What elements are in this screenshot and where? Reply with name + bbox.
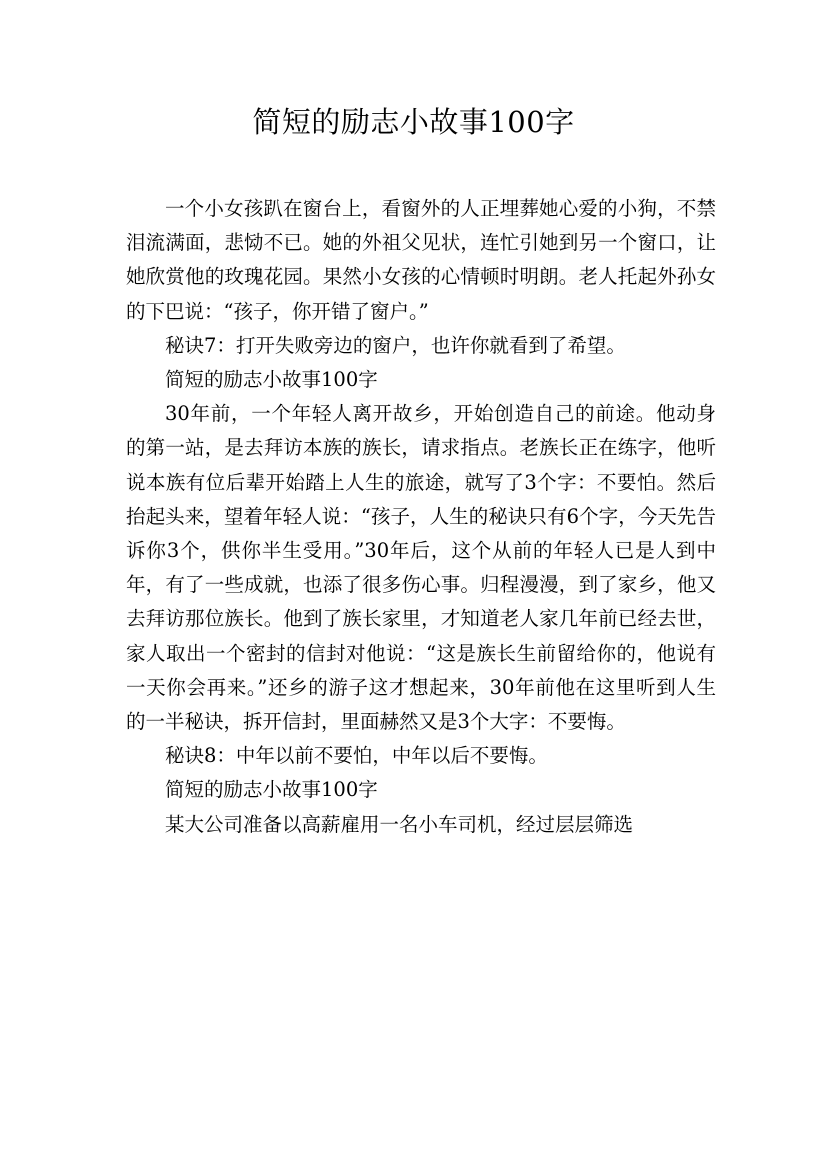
document-title: 简短的励志小故事100字 xyxy=(252,105,575,139)
paragraph-little-girl-story: 一个小女孩趴在窗台上，看窗外的人正埋葬她心爱的小狗，不禁泪流满面，悲恸不已。她的外祖父见状，连忙引她到另一个窗口，让她欣赏他的玫瑰花园。果然小女孩的心情顿时明朗。老人托起外孙女的下巴说：“孩子，你开错了窗户。” xyxy=(126,197,716,323)
paragraph-secret-7: 秘诀7：打开失败旁边的窗户，也许你就看到了希望。 xyxy=(165,333,626,357)
paragraph-driver-story: 某大公司准备以高薪雇用一名小车司机，经过层层筛选 xyxy=(165,812,634,836)
paragraph-young-man-story: 30年前，一个年轻人离开故乡，开始创造自己的前途。他动身的第一站，是去拜访本族的族长，请求指点。老族长正在练字，他听说本族有位后辈开始踏上人生的旅途，就写了3个字：不要怕。然后抬起头来，望着年轻人说：“孩子，人生的秘诀只有6个字，今天先告诉你3个，供你半生受用。”30年后，这个从前的年轻人已是人到中年，有了一些成就，也添了很多伤心事。归程漫漫，到了家乡，他又去拜访那位族长。他到了族长家里，才知道老人家几年前已经去世，家人取出一个密封的信封对他说：“这是族长生前留给你的，他说有一天你会再来。”还乡的游子这才想起来，30年前他在这里听到人生的一半秘诀，拆开信封，里面赫然又是3个大字：不要悔。 xyxy=(126,402,716,734)
paragraph-subheading: 简短的励志小故事100字 xyxy=(165,778,378,802)
document-body xyxy=(126,192,716,842)
paragraph-secret-8: 秘诀8：中年以前不要怕，中年以后不要悔。 xyxy=(165,744,548,768)
paragraph-subheading: 简短的励志小故事100字 xyxy=(165,368,378,392)
